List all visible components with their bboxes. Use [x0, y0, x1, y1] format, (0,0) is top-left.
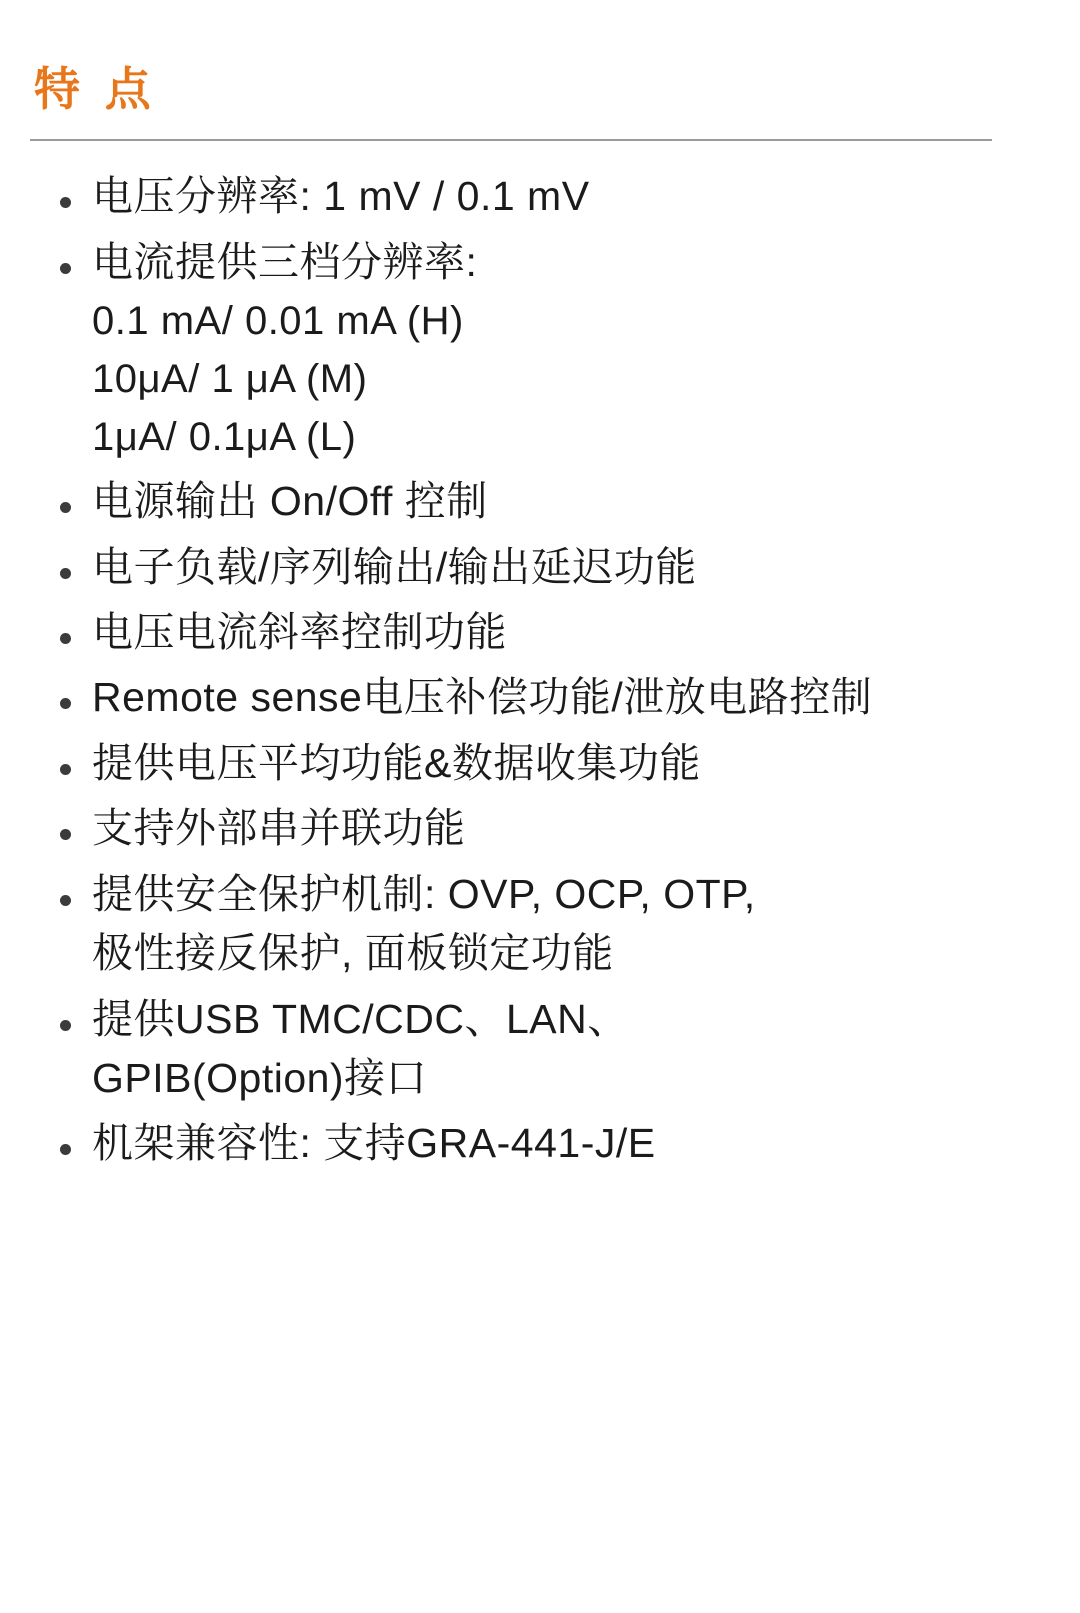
bullet-icon: [60, 1144, 71, 1155]
list-item: [30, 1114, 1040, 1173]
list-item: [30, 603, 1040, 662]
feature-text: 提供USB TMC/CDC、LAN、: [92, 995, 629, 1042]
bullet-icon: [60, 829, 71, 840]
bullet-icon: [60, 764, 71, 775]
feature-subtext: 10μA/ 1 μA (M): [92, 357, 368, 402]
list-item: [30, 734, 1040, 793]
feature-text: 提供安全保护机制: OVP, OCP, OTP,: [92, 870, 756, 917]
list-item: [30, 167, 1040, 226]
list-item: [30, 233, 1040, 466]
bullet-icon: [60, 895, 71, 906]
list-item: [30, 668, 1040, 727]
list-item: [30, 472, 1040, 531]
list-item: [30, 865, 1040, 984]
feature-text: 极性接反保护, 面板锁定功能: [92, 930, 614, 977]
bullet-icon: [60, 197, 71, 208]
feature-text: 电压分辨率: 1 mV / 0.1 mV: [92, 173, 590, 220]
feature-text: GPIB(Option)接口: [92, 1055, 428, 1101]
bullet-icon: [60, 263, 71, 274]
bullet-icon: [60, 698, 71, 709]
bullet-icon: [60, 633, 71, 644]
feature-subtext: 1μA/ 0.1μA (L): [92, 415, 357, 460]
list-item: [30, 538, 1040, 597]
feature-text: 提供电压平均功能&数据收集功能: [92, 739, 701, 786]
list-item: [30, 799, 1040, 858]
feature-text: 电流提供三档分辨率:: [92, 238, 478, 285]
page-title: 特 点: [34, 63, 157, 115]
feature-text: 机架兼容性: 支持GRA-441-J/E: [92, 1120, 656, 1167]
feature-subtext: 0.1 mA/ 0.01 mA (H): [92, 299, 464, 344]
feature-list: [30, 167, 1040, 1174]
bullet-icon: [60, 1020, 71, 1031]
title-divider: [30, 139, 992, 141]
bullet-icon: [60, 502, 71, 513]
feature-text: 电源输出 On/Off 控制: [92, 478, 488, 525]
bullet-icon: [60, 568, 71, 579]
feature-text: 电子负载/序列输出/输出延迟功能: [92, 543, 697, 590]
feature-text: 电压电流斜率控制功能: [92, 608, 507, 655]
feature-text: Remote sense电压补偿功能/泄放电路控制: [92, 674, 873, 721]
list-item: [30, 990, 1040, 1109]
feature-text: 支持外部串并联功能: [92, 805, 466, 852]
